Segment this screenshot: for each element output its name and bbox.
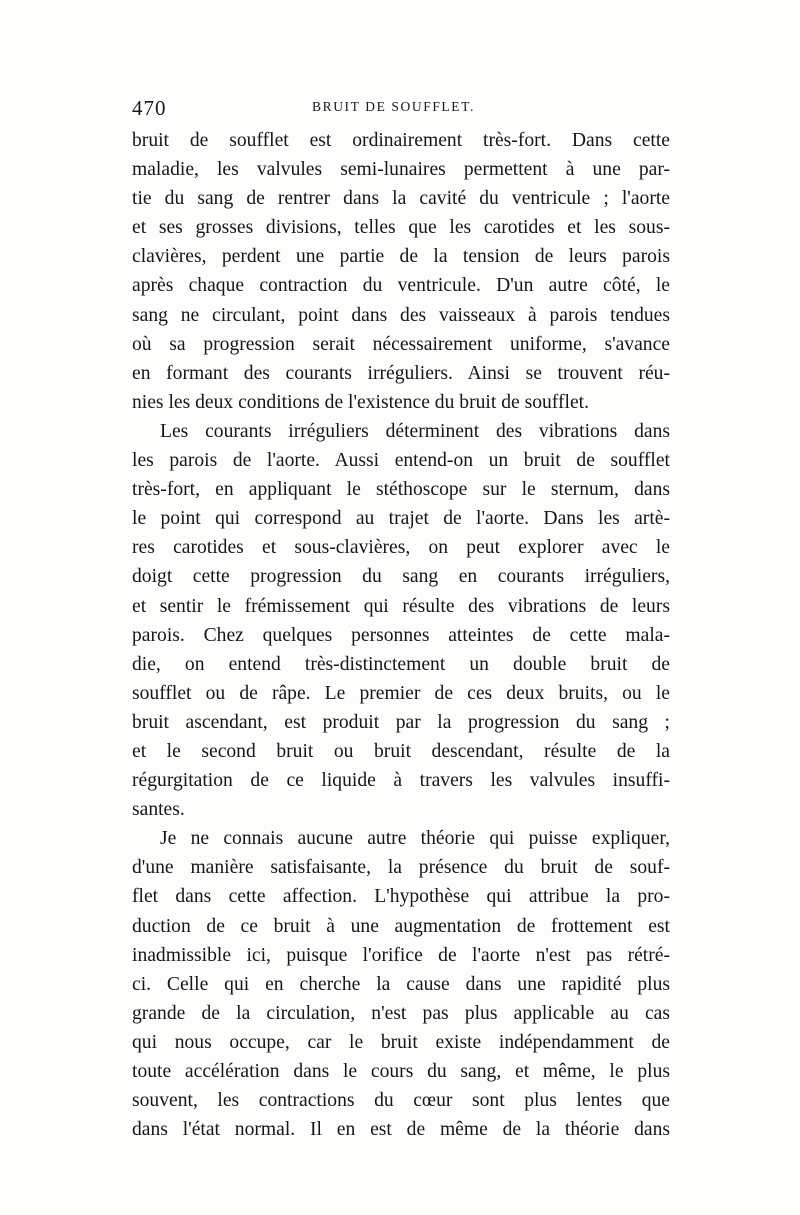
text-line: res carotides et sous-clavières, on peut explorer avec le xyxy=(132,537,670,559)
text-line: tie du sang de rentrer dans la cavité du ventricule ; l'aorte xyxy=(132,188,670,210)
text-line: bruit ascendant, est produit par la progression du sang ; xyxy=(132,711,670,733)
text-line: soufflet ou de râpe. Le premier de ces deux bruits, ou le xyxy=(132,682,670,704)
page-header xyxy=(132,96,670,120)
running-head: BRUIT DE SOUFFLET. xyxy=(312,99,475,114)
text-line: santes. xyxy=(132,799,185,821)
text-line: et ses grosses divisions, telles que les carotides et les sous- xyxy=(132,217,670,239)
text-line: les parois de l'aorte. Aussi entend-on un bruit de soufflet xyxy=(132,450,670,472)
text-line: souvent, les contractions du cœur sont plus lentes que xyxy=(132,1090,670,1112)
text-line: toute accélération dans le cours du sang, et même, le plus xyxy=(132,1061,670,1082)
paragraph-start-line: Les courants irréguliers déterminent des vibrations dans xyxy=(160,420,670,442)
text-line: bruit de soufflet est ordinairement très-fort. Dans cette xyxy=(132,130,670,151)
text-line: grande de la circulation, n'est pas plus applicable au cas xyxy=(132,1002,670,1024)
body-text xyxy=(132,126,670,1144)
text-line: en formant des courants irréguliers. Ainsi se trouvent réu- xyxy=(132,362,670,384)
text-line: ci. Celle qui en cherche la cause dans une rapidité plus xyxy=(132,973,670,995)
text-line: dans l'état normal. Il en est de même de la théorie dans xyxy=(132,1119,670,1141)
text-line: doigt cette progression du sang en courants irréguliers, xyxy=(132,566,670,588)
text-line: die, on entend très-distinctement un double bruit de xyxy=(132,653,670,675)
text-line: sang ne circulant, point dans des vaisseaux à parois tendues xyxy=(132,304,670,326)
text-line: après chaque contraction du ventricule. D'un autre côté, le xyxy=(132,275,670,297)
text-line: maladie, les valvules semi-lunaires permettent à une par- xyxy=(132,159,670,181)
text-line: nies les deux conditions de l'existence du bruit de soufflet. xyxy=(132,391,589,413)
text-line: clavières, perdent une partie de la tension de leurs parois xyxy=(132,246,670,268)
text-line: et sentir le frémissement qui résulte des vibrations de leurs xyxy=(132,595,670,617)
text-line: flet dans cette affection. L'hypothèse qui attribue la pro- xyxy=(132,886,670,908)
text-line: inadmissible ici, puisque l'orifice de l'aorte n'est pas rétré- xyxy=(132,944,670,966)
text-line: où sa progression serait nécessairement uniforme, s'avance xyxy=(132,333,670,355)
text-line: et le second bruit ou bruit descendant, résulte de la xyxy=(132,740,670,762)
text-line: d'une manière satisfaisante, la présence du bruit de souf- xyxy=(132,857,670,879)
text-line: le point qui correspond au trajet de l'aorte. Dans les artè- xyxy=(132,508,670,530)
text-line: parois. Chez quelques personnes atteintes de cette mala- xyxy=(132,624,670,646)
paragraph-start-line: Je ne connais aucune autre théorie qui puisse expliquer, xyxy=(160,828,670,850)
text-line: régurgitation de ce liquide à travers les valvules insuffi- xyxy=(132,770,670,792)
text-line: très-fort, en appliquant le stéthoscope sur le sternum, dans xyxy=(132,479,670,501)
text-line: qui nous occupe, car le bruit existe indépendamment de xyxy=(132,1031,670,1053)
text-line: duction de ce bruit à une augmentation de frottement est xyxy=(132,915,670,937)
page-number: 470 xyxy=(132,96,167,120)
